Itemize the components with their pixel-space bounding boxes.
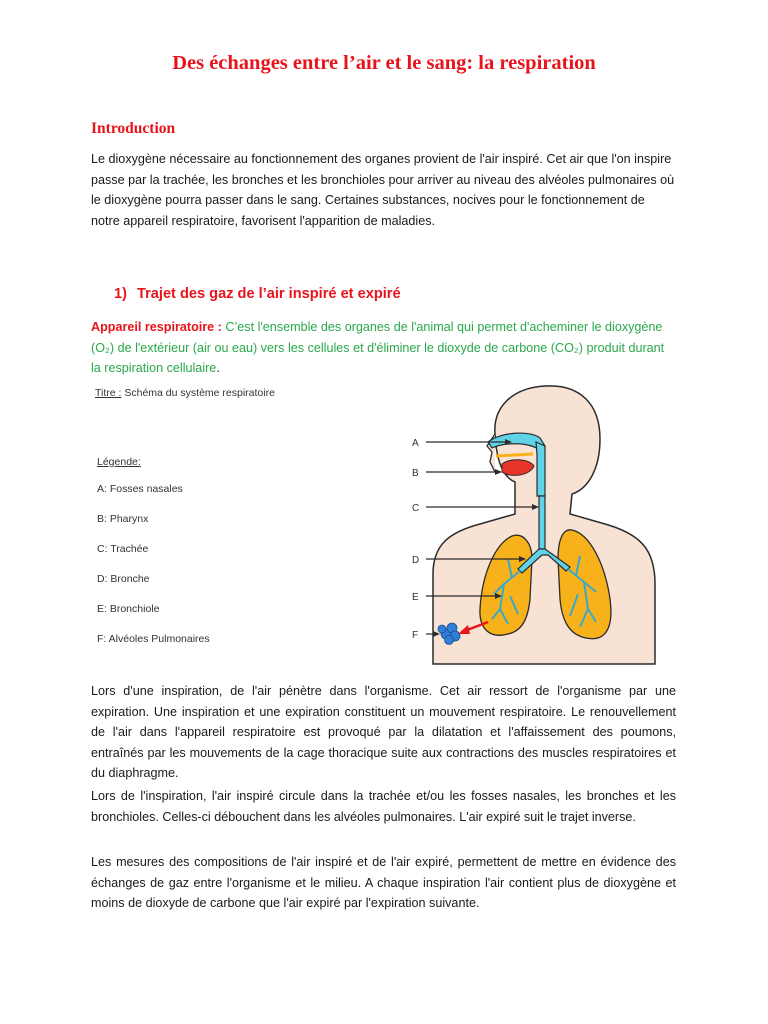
label-b: B bbox=[412, 468, 419, 479]
legend-item-c: C: Trachée bbox=[97, 543, 149, 555]
label-a: A bbox=[412, 438, 419, 449]
body-paragraph-2: Lors de l'inspiration, l'air inspiré circule dans la trachée et/ou les fosses nasales, les bronches et les bronchioles. Celles-ci débouchent dans les alvéoles pulmonaires. L'air expiré suit le trajet inverse. bbox=[91, 789, 676, 824]
definition-end: . bbox=[216, 361, 220, 375]
legend-item-d: D: Bronche bbox=[97, 573, 150, 585]
legend-item-a: A: Fosses nasales bbox=[97, 483, 183, 495]
diagram-title-text: Schéma du système respiratoire bbox=[121, 387, 275, 399]
pharynx bbox=[536, 442, 545, 496]
body-paragraph-1: Lors d'une inspiration, de l'air pénètre dans l'organisme. Cet air ressort de l'organisme par une expiration. Une inspiration et une expiration constituent un mouvement respiratoire. Le renouvellement de l'air dans l'appareil respiratoire est provoqué par la dilatation et l'affaissement des poumons, entraînés par les mouvements de la cage thoracique suite aux contractions des muscles respiratoires et du diaphragme. bbox=[91, 684, 676, 780]
palate bbox=[496, 454, 533, 456]
diagram-legend bbox=[97, 456, 210, 654]
legend-title: Légende: bbox=[97, 456, 141, 468]
definition-term: Appareil respiratoire bbox=[91, 320, 215, 334]
legend-item-e: E: Bronchiole bbox=[97, 603, 160, 615]
trachea bbox=[539, 496, 545, 549]
definition-colon: : bbox=[214, 320, 226, 334]
label-e: E bbox=[412, 592, 419, 603]
definition-text: C’est l'ensemble des organes de l'animal qui permet d'acheminer le dioxygène (O₂) de l'extérieur (air ou eau) vers les cellules et d'éliminer le dioxyde de carbone (CO₂) produit durant la respiration cellulaire bbox=[91, 320, 665, 375]
page-title: Des échanges entre l’air et le sang: la respiration bbox=[172, 52, 596, 74]
intro-heading: Introduction bbox=[91, 120, 176, 137]
definition-paragraph bbox=[91, 317, 676, 379]
diagram-title-label: Titre : bbox=[95, 387, 122, 399]
respiratory-system-diagram bbox=[400, 384, 660, 666]
intro-paragraph: Le dioxygène nécessaire au fonctionnement des organes provient de l'air inspiré. Cet air que l'on inspire passe par la trachée, les bronches et les bronchioles pour arriver au niveau des alvéoles pulmonaires où le dioxygène pourra passer dans le sang. Certaines substances, nocives pour le fonctionnement de notre appareil respiratoire, favorisent l'apparition de maladies. bbox=[91, 152, 675, 228]
legend-item-f: F: Alvéoles Pulmonaires bbox=[97, 633, 210, 645]
diagram-title bbox=[95, 387, 275, 399]
section-heading bbox=[114, 286, 401, 302]
legend-item-b: B: Pharynx bbox=[97, 513, 149, 525]
label-f: F bbox=[412, 630, 419, 641]
section-number: 1) bbox=[114, 286, 127, 302]
label-d: D bbox=[412, 555, 420, 566]
section-title: Trajet des gaz de l’air inspiré et expiré bbox=[136, 286, 401, 302]
body-paragraph-3: Les mesures des compositions de l'air inspiré et de l'air expiré, permettent de mettre en évidence des échanges de gaz entre l'organisme et le milieu. A chaque inspiration l'air contient plus de dioxygène et moins de dioxyde de carbone que l'air expiré par l'expiration suivante. bbox=[91, 855, 676, 910]
label-c: C bbox=[412, 503, 420, 514]
